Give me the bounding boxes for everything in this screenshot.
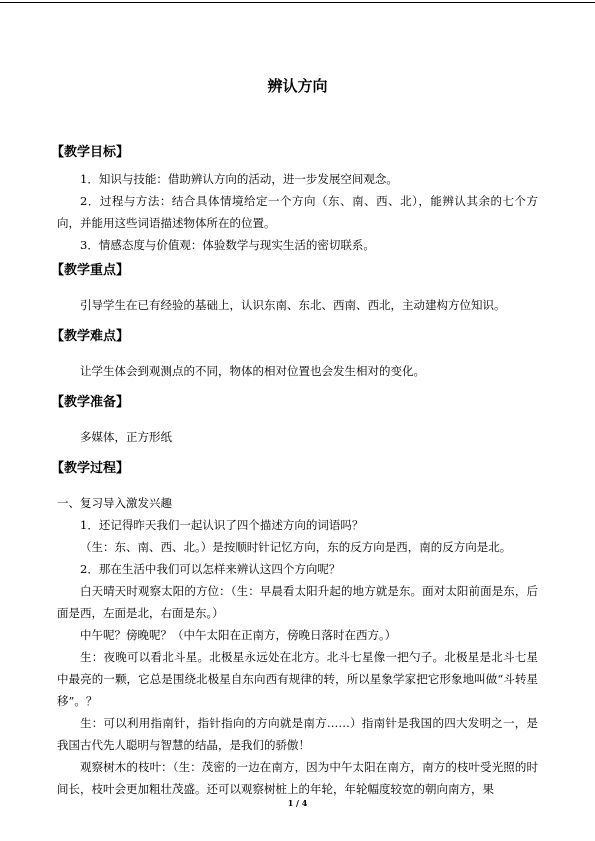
- process-para-8: 观察树木的枝叶：（生：茂密的一边在南方，因为中午太阳在南方，南方的枝叶受光照的时间长，枝叶会更加粗壮茂盛。还可以观察树桩上的年轮，年轮幅度较宽的朝向南方，果: [57, 760, 538, 796]
- section-heading-prep: 【教学准备】: [51, 395, 130, 410]
- prep-text: 多媒体，正方形纸: [80, 430, 172, 444]
- goal-item-2: 2．过程与方法：结合具体情境给定一个方向（东、南、西、北），能辨认其余的七个方向，并能用这些词语描述物体所在的位置。: [57, 194, 538, 230]
- process-para-6: 生：夜晚可以看北斗星。北极星永远处在北方。北斗七星像一把勺子。北极星是北斗七星中最亮的一颗，它总是围绕北极星自东向西有规律的转，所以星象学家把它形象地叫做“斗转星移”。？: [57, 650, 538, 708]
- key-point-text: 引导学生在已有经验的基础上，认识东南、东北、西南、西北，主动建构方位知识。: [80, 298, 506, 312]
- goal-item-1: 1．知识与技能：借助辨认方向的活动，进一步发展空间观念。: [80, 172, 398, 186]
- section-heading-difficulty: 【教学难点】: [51, 329, 130, 344]
- process-para-7: 生：可以利用指南针，指针指向的方向就是南方……）指南针是我国的四大发明之一，是我国古代先人聪明与智慧的结晶，是我们的骄傲！: [57, 716, 538, 752]
- goal-item-3: 3．情感态度与价值观：体验数学与现实生活的密切联系。: [80, 238, 375, 252]
- header-rule: [0, 2, 595, 3]
- document-body: [51, 138, 538, 800]
- process-para-3: 2．那在生活中我们可以怎样来辨认这四个方向呢？: [80, 562, 341, 576]
- section-heading-key: 【教学重点】: [51, 263, 130, 278]
- process-para-4: 白天晴天时观察太阳的方位：（生：早晨看太阳升起的地方就是东。面对太阳前面是东，后面是西，左面是北，右面是东。）: [57, 584, 538, 620]
- page-number: 1 / 4: [287, 798, 308, 808]
- process-subheading: 一、复习导入激发兴趣: [57, 496, 172, 510]
- process-para-2: （生：东、南、西、北。）是按顺时针记忆方向，东的反方向是西，南的反方向是北。: [80, 540, 512, 554]
- page-title: 辨认方向: [267, 77, 328, 95]
- process-para-5: 中午呢？傍晚呢？（中午太阳在正南方，傍晚日落时在西方。）: [80, 628, 397, 642]
- difficulty-text: 让学生体会到观测点的不同，物体的相对位置也会发生相对的变化。: [80, 364, 425, 378]
- section-heading-goals: 【教学目标】: [51, 145, 130, 160]
- process-para-1: 1．还记得昨天我们一起认识了四个描述方向的词语吗？: [80, 518, 364, 532]
- section-heading-process: 【教学过程】: [51, 461, 130, 476]
